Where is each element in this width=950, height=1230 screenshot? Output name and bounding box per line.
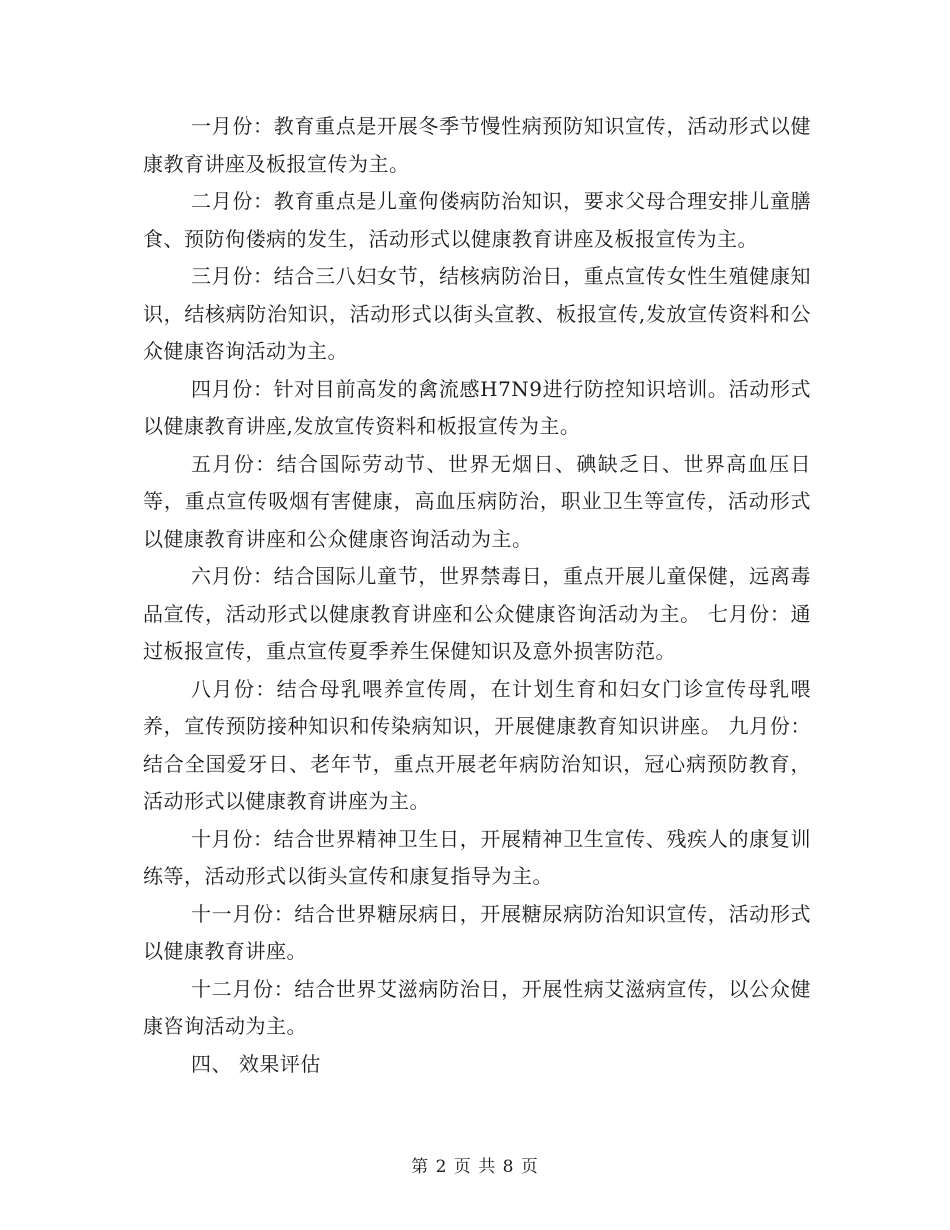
- page-footer: 第 2 页 共 8 页: [411, 1157, 539, 1177]
- paragraph-june-july: 六月份：结合国际儿童节，世界禁毒日，重点开展儿童保健，远离毒品宣传，活动形式以健康教育讲座和公众健康咨询活动为主。 七月份：通过板报宣传，重点宣传夏季养生保健知识及意外损害防范。: [143, 564, 811, 663]
- paragraph-january: 一月份：教育重点是开展冬季节慢性病预防知识宣传，活动形式以健康教育讲座及板报宣传为主。: [143, 114, 811, 176]
- paragraph-november: 十一月份：结合世界糖尿病日，开展糖尿病防治知识宣传，活动形式以健康教育讲座。: [143, 901, 811, 963]
- paragraph-february: 二月份：教育重点是儿童佝偻病防治知识，要求父母合理安排儿童膳食、预防佝偻病的发生，活动形式以健康教育讲座及板报宣传为主。: [143, 189, 811, 251]
- paragraph-march: 三月份：结合三八妇女节，结核病防治日，重点宣传女性生殖健康知识，结核病防治知识，活动形式以街头宣教、板报宣传,发放宣传资料和公众健康咨询活动为主。: [143, 264, 811, 363]
- paragraph-may: 五月份：结合国际劳动节、世界无烟日、碘缺乏日、世界高血压日等，重点宣传吸烟有害健康，高血压病防治，职业卫生等宣传，活动形式以健康教育讲座和公众健康咨询活动为主。: [143, 451, 811, 551]
- paragraph-august-september: 八月份：结合母乳喂养宣传周，在计划生育和妇女门诊宣传母乳喂养，宣传预防接种知识和传染病知识，开展健康教育知识讲座。 九月份：结合全国爱牙日、老年节，重点开展老年病防治知识，冠心病预防教育，活动形式以健康教育讲座为主。: [143, 676, 811, 813]
- paragraph-april: 四月份：针对目前高发的禽流感H7N9进行防控知识培训。活动形式以健康教育讲座,发放宣传资料和板报宣传为主。: [143, 376, 811, 438]
- paragraph-december: 十二月份：结合世界艾滋病防治日，开展性病艾滋病宣传，以公众健康咨询活动为主。: [143, 976, 811, 1038]
- paragraph-october: 十月份：结合世界精神卫生日，开展精神卫生宣传、残疾人的康复训练等，活动形式以街头宣传和康复指导为主。: [143, 826, 811, 888]
- document-body: [143, 108, 811, 1083]
- section-heading: 四、 效果评估: [191, 1051, 321, 1076]
